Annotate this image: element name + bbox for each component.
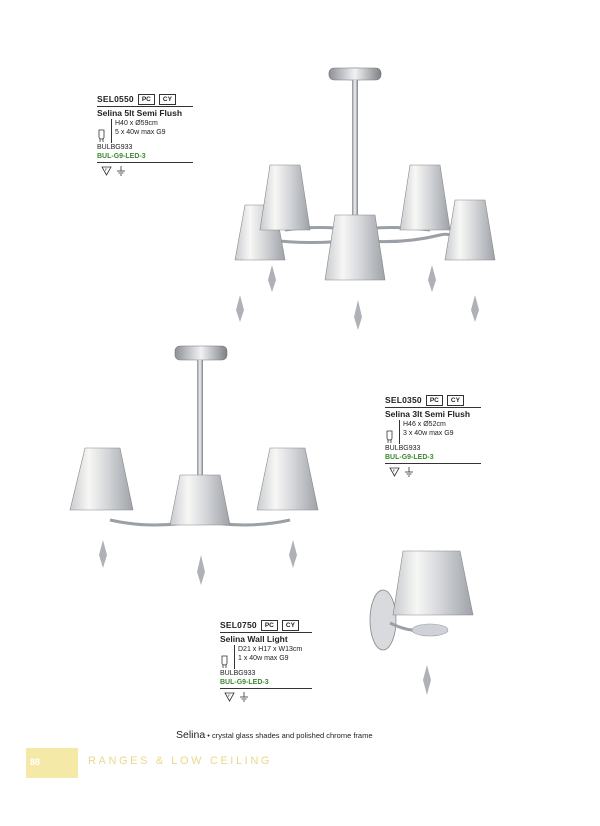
product-name: Selina 3lt Semi Flush (385, 409, 471, 419)
bulb-icon (220, 645, 234, 669)
range-name: Selina (176, 729, 206, 741)
bulb-code: BULBG933 (220, 669, 256, 677)
product-code: SEL0750 (220, 619, 257, 630)
earth-icon (239, 692, 249, 706)
divider (385, 407, 481, 408)
led-code: BUL-G9-LED-3 (97, 153, 146, 160)
svg-text:F: F (105, 166, 108, 172)
dimensions: D21 x H17 x W13cm (238, 645, 303, 653)
svg-text:F: F (228, 692, 231, 698)
sel0350-chandelier-image (65, 340, 345, 595)
lamp-spec: 3 x 40w max G9 (403, 430, 454, 437)
product-name: Selina Wall Light (220, 634, 288, 644)
bulb-icon (385, 420, 399, 444)
finish-tag: CY (159, 94, 176, 105)
class-2-icon (389, 467, 400, 481)
dimensions: H40 x Ø59cm (115, 119, 158, 127)
earth-icon (116, 166, 126, 180)
dimensions: H46 x Ø52cm (403, 420, 446, 428)
divider (220, 632, 312, 633)
led-code: BUL-G9-LED-3 (220, 679, 269, 686)
divider (97, 162, 193, 163)
divider (220, 688, 312, 689)
sel0750-wall-light-image (365, 545, 495, 700)
finish-tag: PC (261, 620, 278, 631)
product-spec-sel0550 (97, 94, 193, 179)
bulb-code: BULBG933 (385, 444, 421, 452)
divider (385, 463, 481, 464)
finish-tag: PC (138, 94, 155, 105)
led-code: BUL-G9-LED-3 (385, 454, 434, 461)
range-description: • crystal glass shades and polished chrome frame (207, 731, 373, 740)
section-title: RANGES & LOW CEILING (88, 755, 273, 767)
lamp-spec: 1 x 40w max G9 (238, 655, 289, 662)
finish-tag: PC (426, 395, 443, 406)
sel0550-chandelier-image (200, 60, 520, 340)
class-2-icon (101, 166, 112, 180)
divider (97, 106, 193, 107)
svg-text:F: F (393, 467, 396, 473)
lamp-spec: 5 x 40w max G9 (115, 129, 166, 136)
product-code: SEL0350 (385, 394, 422, 405)
product-name: Selina 5lt Semi Flush (97, 108, 183, 118)
product-code: SEL0550 (97, 93, 134, 104)
page-number: 88 (30, 757, 41, 767)
product-spec-sel0350 (385, 395, 481, 480)
earth-icon (404, 467, 414, 481)
finish-tag: CY (282, 620, 299, 631)
finish-tag: CY (447, 395, 464, 406)
bulb-code: BULBG933 (97, 143, 133, 151)
class-2-icon (224, 692, 235, 706)
bulb-icon (97, 119, 111, 143)
range-caption (176, 729, 373, 741)
product-spec-sel0750 (220, 620, 312, 705)
